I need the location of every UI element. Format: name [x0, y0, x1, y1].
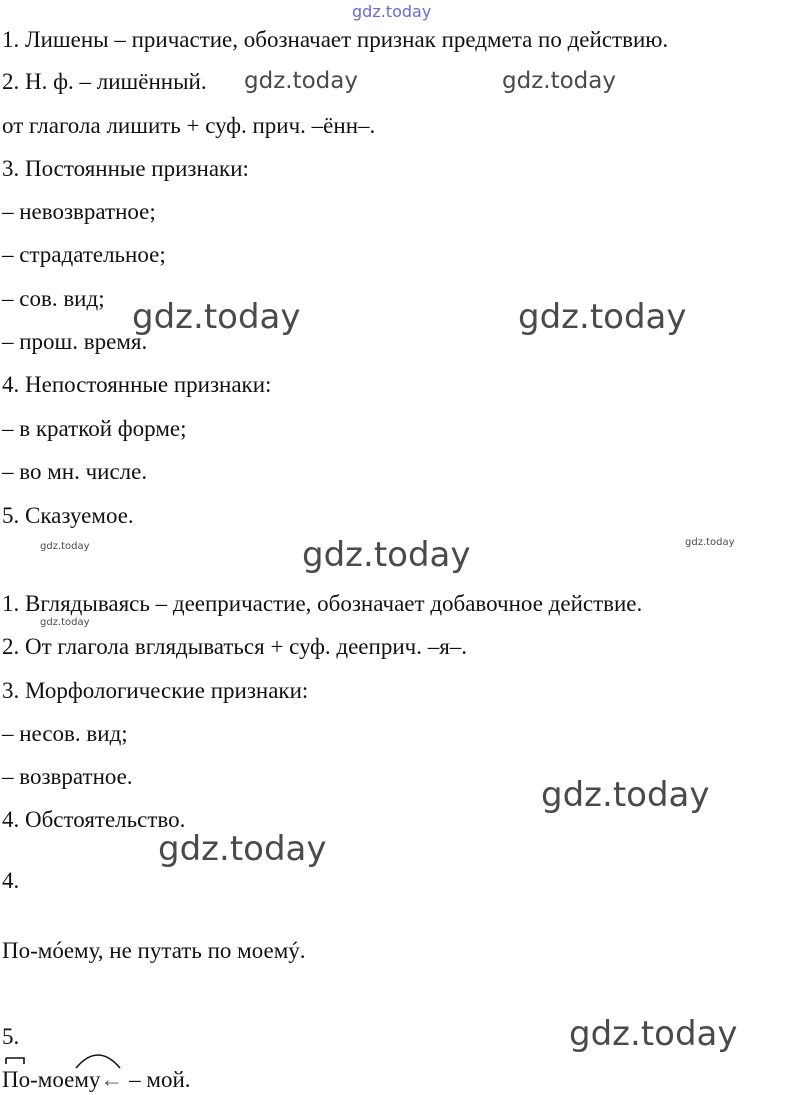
section-number: 4.	[2, 868, 20, 893]
text-line: – в краткой форме;	[2, 416, 187, 441]
watermark: gdz.today	[569, 1014, 738, 1054]
text-line: 5. Сказуемое.	[2, 503, 134, 528]
text-line: 1. Вглядываясь – деепричастие, обозначает добавочное действие.	[2, 591, 643, 616]
derivation-arrow: ←	[100, 1067, 124, 1092]
text-line: 3. Морфологические признаки:	[2, 678, 309, 703]
text-line: – несов. вид;	[2, 721, 128, 746]
watermark: gdz.today	[302, 535, 471, 575]
root-arc-icon	[76, 1055, 120, 1068]
word-rest: -моему	[30, 1067, 101, 1092]
section-number: 5.	[2, 1024, 20, 1049]
text-line: 4. Непостоянные признаки:	[2, 372, 272, 397]
derivation-source: – мой.	[129, 1067, 191, 1092]
text-line: – сов. вид;	[2, 286, 105, 311]
morpheme-markup	[0, 1040, 140, 1076]
text-line: от глагола лишить + суф. прич. –ённ–.	[2, 113, 376, 138]
watermark-small: gdz.today	[40, 617, 90, 628]
watermark: gdz.today	[244, 68, 358, 94]
text-line: 3. Постоянные признаки:	[2, 156, 249, 181]
text-line: 2. Н. ф. – лишённый.	[2, 69, 207, 94]
watermark: gdz.today	[518, 297, 687, 337]
text-line: По-мóему, не путать по моемý.	[2, 938, 306, 963]
watermark-small: gdz.today	[685, 537, 735, 548]
watermark-top: gdz.today	[352, 2, 432, 21]
watermark: gdz.today	[541, 775, 710, 815]
watermark-small: gdz.today	[40, 541, 90, 552]
text-line: – страдательное;	[2, 242, 166, 267]
text-line: – возвратное.	[2, 764, 133, 789]
text-line: 4. Обстоятельство.	[2, 807, 186, 832]
text-line: 1. Лишены – причастие, обозначает признак предмета по действию.	[2, 27, 669, 52]
prefix-bracket-icon	[6, 1058, 24, 1064]
watermark: gdz.today	[132, 297, 301, 337]
word-prefix: По	[2, 1067, 31, 1092]
text-line: – прош. время.	[2, 329, 148, 354]
watermark: gdz.today	[158, 829, 327, 869]
text-line: – во мн. числе.	[2, 459, 148, 484]
watermark: gdz.today	[502, 68, 616, 94]
text-line: 2. От глагола вглядываться + суф. дееприч. –я–.	[2, 634, 468, 659]
text-line: – невозвратное;	[2, 199, 156, 224]
